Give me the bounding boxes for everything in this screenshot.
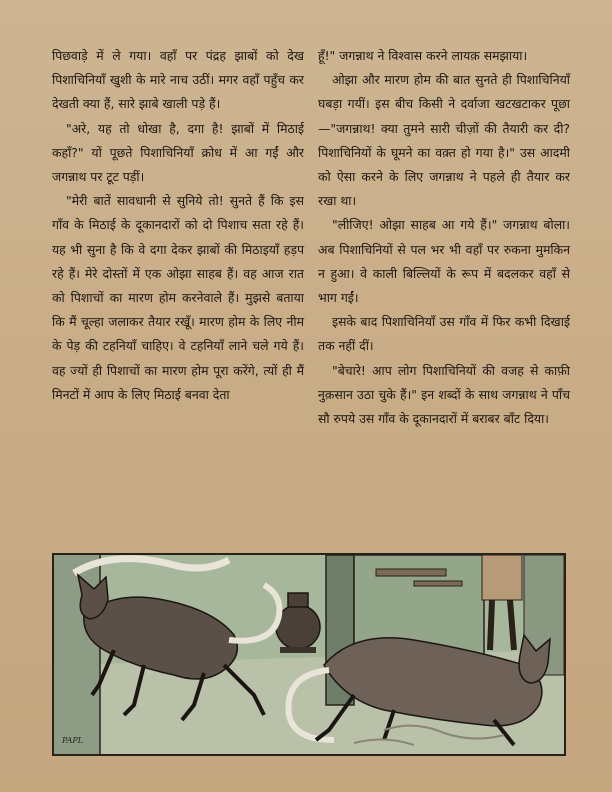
right-paragraph-1: हूँ!" जगन्नाथ ने विश्वास करने लायक़ समझाया। (318, 48, 528, 63)
left-paragraph-3: "मेरी बातें सावधानी से सुनिये तो! सुनते हैं कि इस गाँव के मिठाई के दूकानदारों को दो पिशाच सता रहे हैं। यह भी सुना है कि वे दगा देकर झाबों की मिठाइयाँ हड़प रहे हैं। मेरे दोस्तों में एक ओझा साहब हैं। वह आज रात को पिशाचों का मारण होम करनेवाले हैं। मुझसे बताया कि मैं चूल्हा जलाकर तैयार रखूँ। मारण होम के लिए नीम के पेड़ की टहनियाँ चाहिए। वे टहनियाँ लाने चले गये हैं। वह ज्यों ही पिशाचों का मारण होम पूरा करेंगे, त्यों ही मैं मिनटों में आप के लिए मिठाई बनवा देता (52, 193, 304, 402)
right-paragraph-3: "लीजिए! ओझा साहब आ गये हैं।" जगन्नाथ बोला। अब पिशाचिनियों से पल भर भी वहाँ पर रुकना मुमकिन न हुआ। वे काली बिल्लियों के रूप में बदलकर वहाँ से भाग गईं। (318, 217, 570, 306)
right-paragraph-4: इसके बाद पिशाचिनियाँ उस गाँव में फिर कभी दिखाई तक नहीं दीं। (318, 314, 570, 354)
right-paragraph-2: ओझा और मारण होम की बात सुनते ही पिशाचिनियाँ घबड़ा गयीं। इस बीच किसी ने दर्वाजा खटखटाकर पूछा—"जगन्नाथ! क्या तुमने सारी चीज़ों की तैयारी कर दी? पिशाचिनियों के घूमने का वक़्त हो गया है।" उस आदमी को ऐसा करने के लिए जगन्नाथ ने पहले ही तैयार कर रखा था। (318, 72, 570, 209)
left-paragraph-1: पिछवाड़े में ले गया। वहाँ पर पंद्रह झाबों को देख पिशाचिनियाँ खुशी के मारे नाच उठीं। मगर वहाँ पहुँच कर देखती क्या हैं, सारे झाबे खाली पड़े हैं। (52, 48, 304, 112)
fleeing-cats-illustration (52, 553, 566, 756)
right-text-column (318, 44, 570, 431)
artist-signature: PAPL (62, 736, 84, 745)
left-paragraph-2: "अरे, यह तो धोखा है, दगा है! झाबों में मिठाई कहाँ?" यों पूछते पिशाचिनियाँ क्रोध में आ गईं और जगन्नाथ पर टूट पड़ीं। (52, 120, 304, 185)
illustration-drawing (54, 555, 564, 754)
right-paragraph-5: "बेचारे! आप लोग पिशाचिनियों की वजह से काफ़ी नुक़सान उठा चुके हैं।" इन शब्दों के साथ जगन्नाथ ने पाँच सौ रुपये उस गाँव के दूकानदारों में बराबर बाँट दिया। (318, 362, 570, 427)
left-text-column (52, 44, 304, 407)
